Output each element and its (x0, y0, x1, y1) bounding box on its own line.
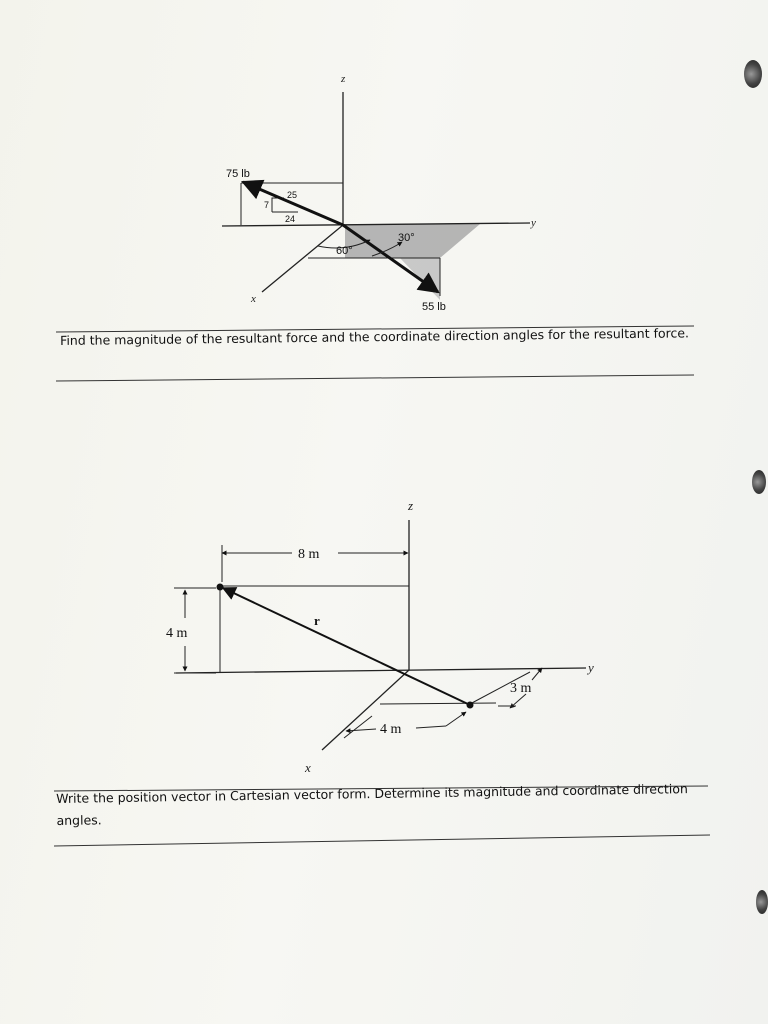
dim-tick (344, 716, 372, 738)
x-axis-label: x (251, 293, 256, 305)
force-55lb-label: 55 lb (422, 301, 446, 313)
dim-line-4m-bottom (446, 712, 466, 726)
point-b (467, 702, 474, 709)
vector-r-label: r (314, 613, 320, 628)
x-axis-label: x (305, 760, 311, 775)
rule-line (56, 375, 694, 381)
angle-60-label: 60° (336, 245, 353, 257)
dim-line-3m (532, 668, 542, 680)
dim-3m-label: 3 m (510, 681, 532, 696)
slope-hyp-label: 25 (287, 190, 298, 200)
question-1-text: Find the magnitude of the resultant force and the coordinate direction angles for the resultant force. (60, 325, 690, 348)
y-axis (176, 668, 586, 673)
question-2-text: Write the position vector in Cartesian vector form. Determine its magnitude and coordinate direction angles. (56, 781, 688, 828)
y-axis-label: y (588, 660, 594, 675)
shaded-plane-lower (345, 258, 440, 300)
angle-30-label: 30° (398, 232, 415, 244)
force-75lb-label: 75 lb (226, 168, 250, 180)
y-axis-label: y (531, 217, 536, 229)
dim-4m-left-label: 4 m (166, 626, 188, 641)
dim-4m-bottom-label: 4 m (380, 722, 402, 737)
dim-line-4m-bottom (346, 729, 376, 731)
position-vector-diagram (166, 498, 594, 775)
force-diagram (222, 73, 536, 313)
rule-line (54, 835, 710, 846)
dim-8m-label: 8 m (298, 547, 320, 562)
x-axis (322, 670, 409, 750)
z-axis-label: z (341, 73, 346, 85)
projection-line (380, 703, 496, 704)
slope-run-label: 24 (285, 214, 296, 224)
position-vector-r (223, 588, 470, 705)
slope-rise-label: 7 (264, 200, 270, 210)
z-axis-label: z (408, 498, 414, 513)
point-a (217, 584, 224, 591)
dim-line-4m-bottom (416, 726, 446, 728)
